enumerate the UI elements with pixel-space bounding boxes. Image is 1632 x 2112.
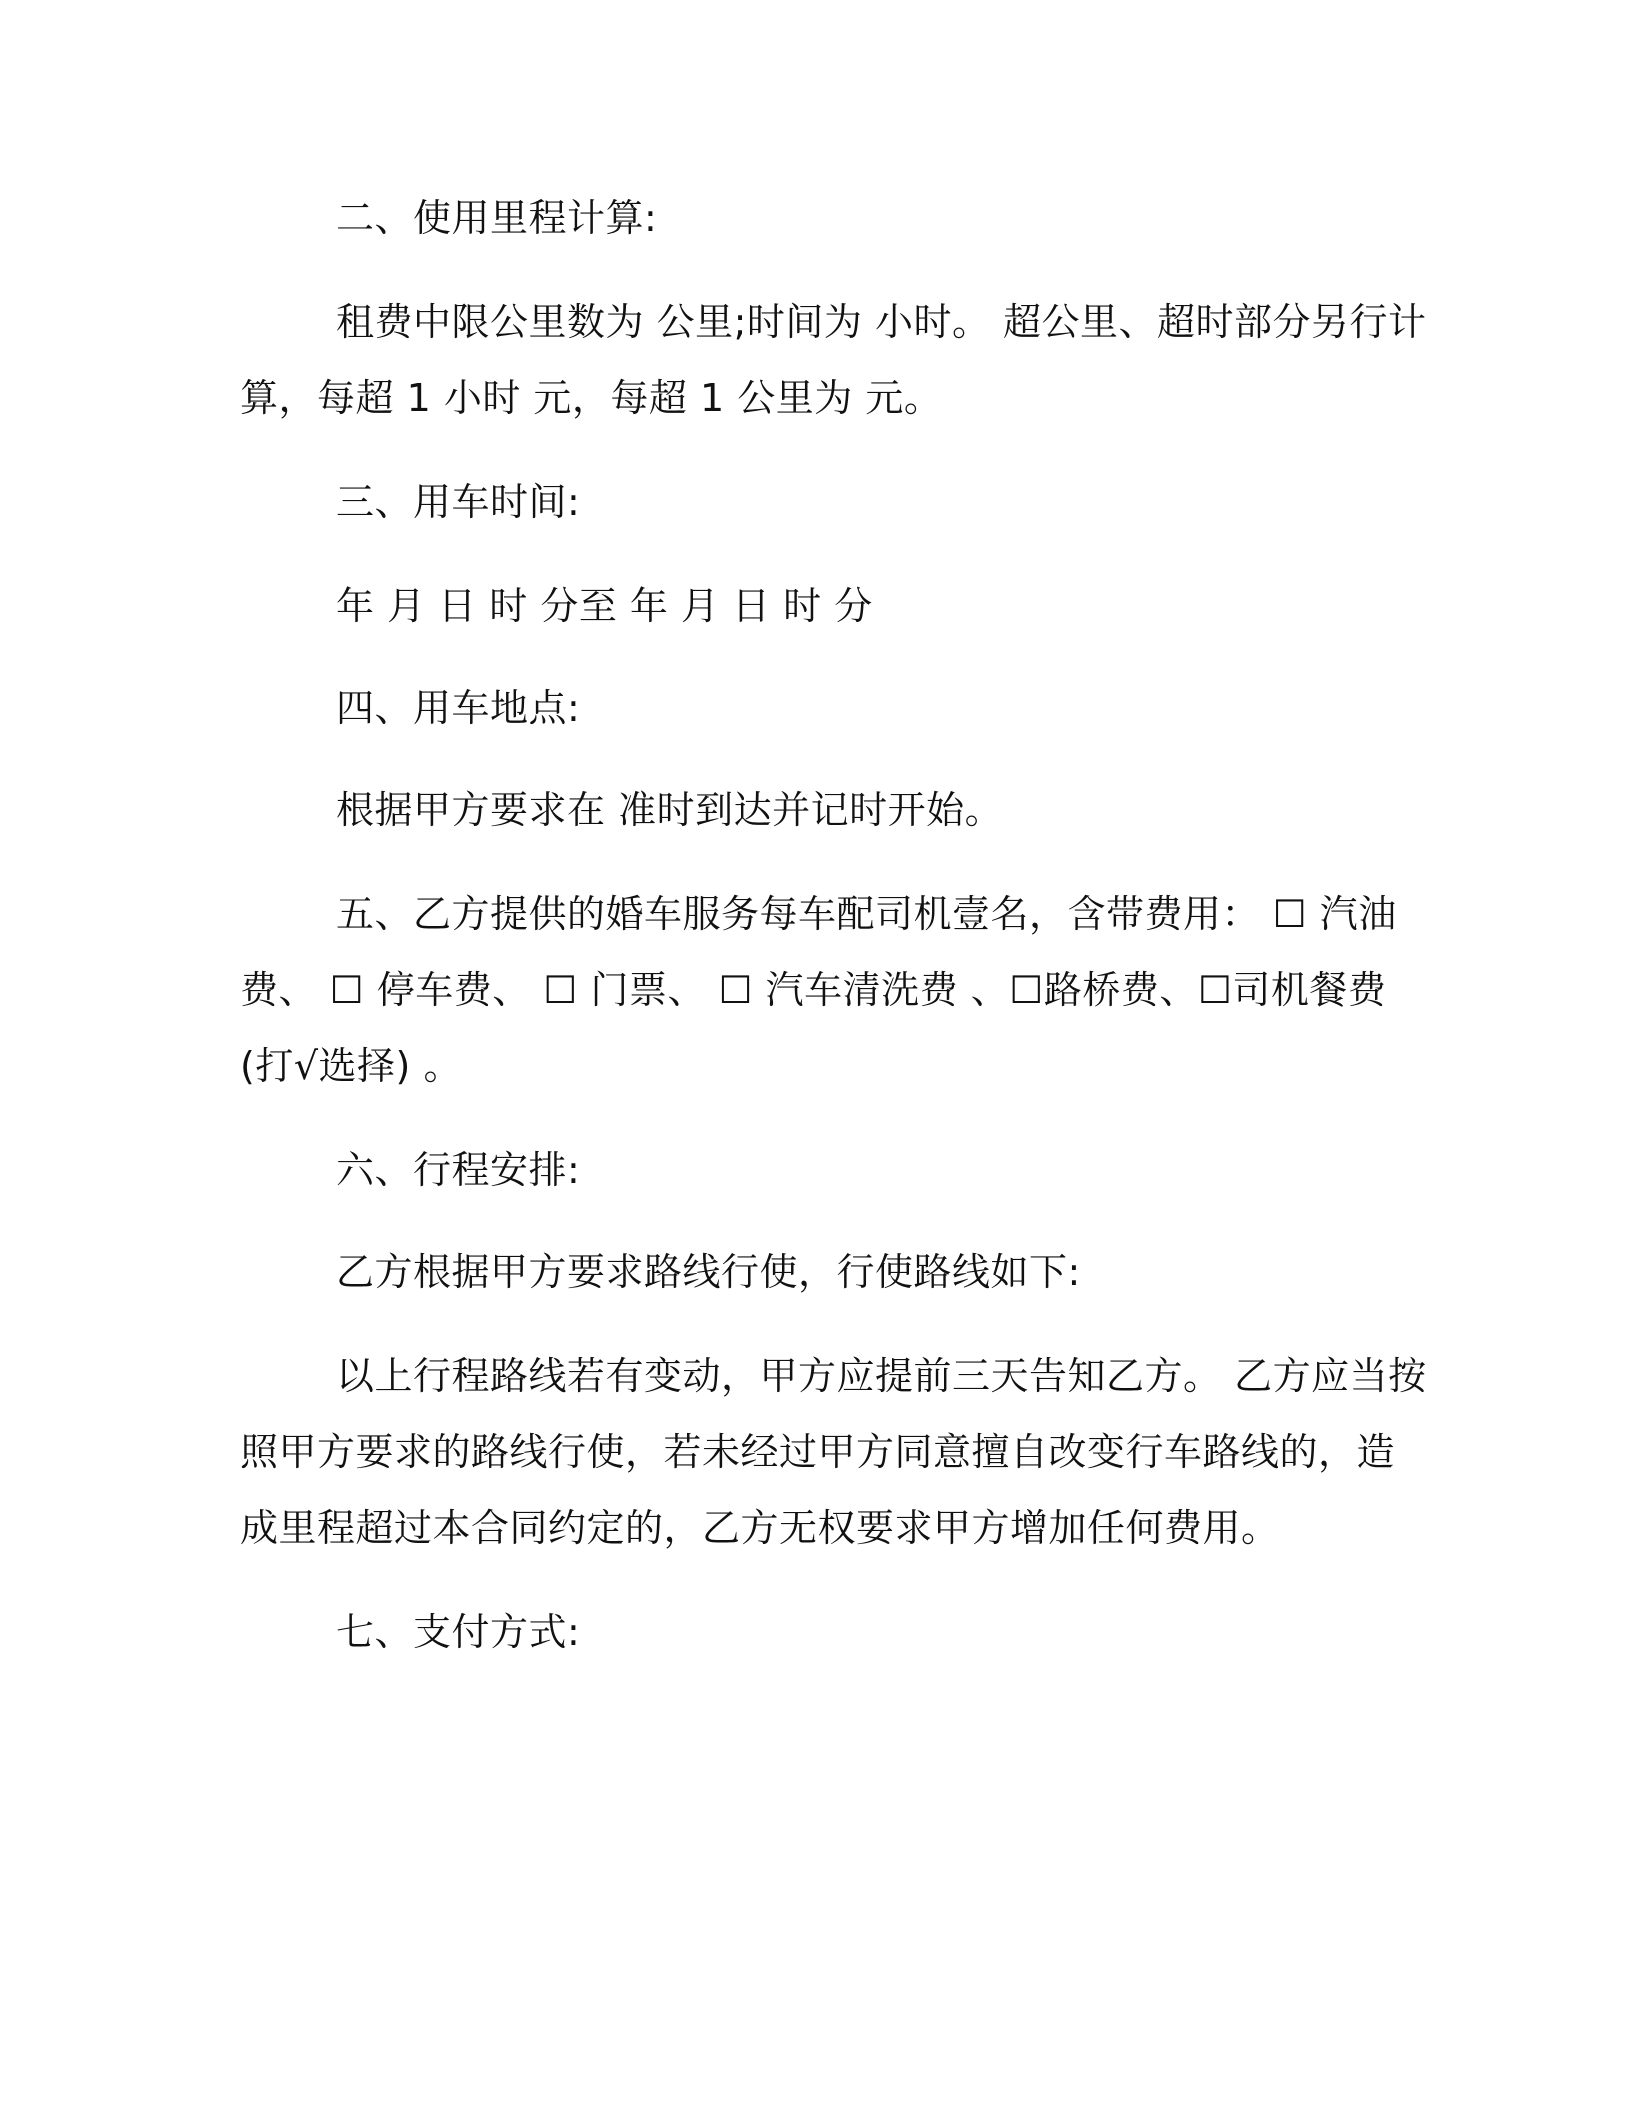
paragraph-line-fees: (打√选择) 。 <box>240 1044 462 1088</box>
section-heading-itinerary: 六、行程安排: <box>336 1148 581 1192</box>
paragraph-line-fees: 五、乙方提供的婚车服务每车配司机壹名，含带费用： ☐ 汽油 <box>336 892 1397 936</box>
section-heading-time: 三、用车时间: <box>336 480 581 524</box>
paragraph-line: 租费中限公里数为 公里;时间为 小时。 超公里、超时部分另行计 <box>336 300 1427 344</box>
section-heading-location: 四、用车地点: <box>336 686 581 730</box>
paragraph-line: 以上行程路线若有变动，甲方应提前三天告知乙方。 乙方应当按 <box>336 1354 1427 1398</box>
paragraph-line: 成里程超过本合同约定的，乙方无权要求甲方增加任何费用。 <box>240 1506 1280 1550</box>
paragraph-line: 年 月 日 时 分至 年 月 日 时 分 <box>336 584 873 628</box>
paragraph-line: 算，每超 1 小时 元，每超 1 公里为 元。 <box>240 376 943 420</box>
paragraph-line-fees: 费、 ☐ 停车费、 ☐ 门票、 ☐ 汽车清洗费 、☐路桥费、☐司机餐费 <box>240 968 1387 1012</box>
paragraph-line: 照甲方要求的路线行使，若未经过甲方同意擅自改变行车路线的，造 <box>240 1430 1396 1474</box>
paragraph-line: 乙方根据甲方要求路线行使，行使路线如下: <box>336 1250 1081 1294</box>
section-heading-mileage: 二、使用里程计算: <box>336 196 658 240</box>
paragraph-line: 根据甲方要求在 准时到达并记时开始。 <box>336 788 1004 832</box>
section-heading-payment: 七、支付方式: <box>336 1610 581 1654</box>
